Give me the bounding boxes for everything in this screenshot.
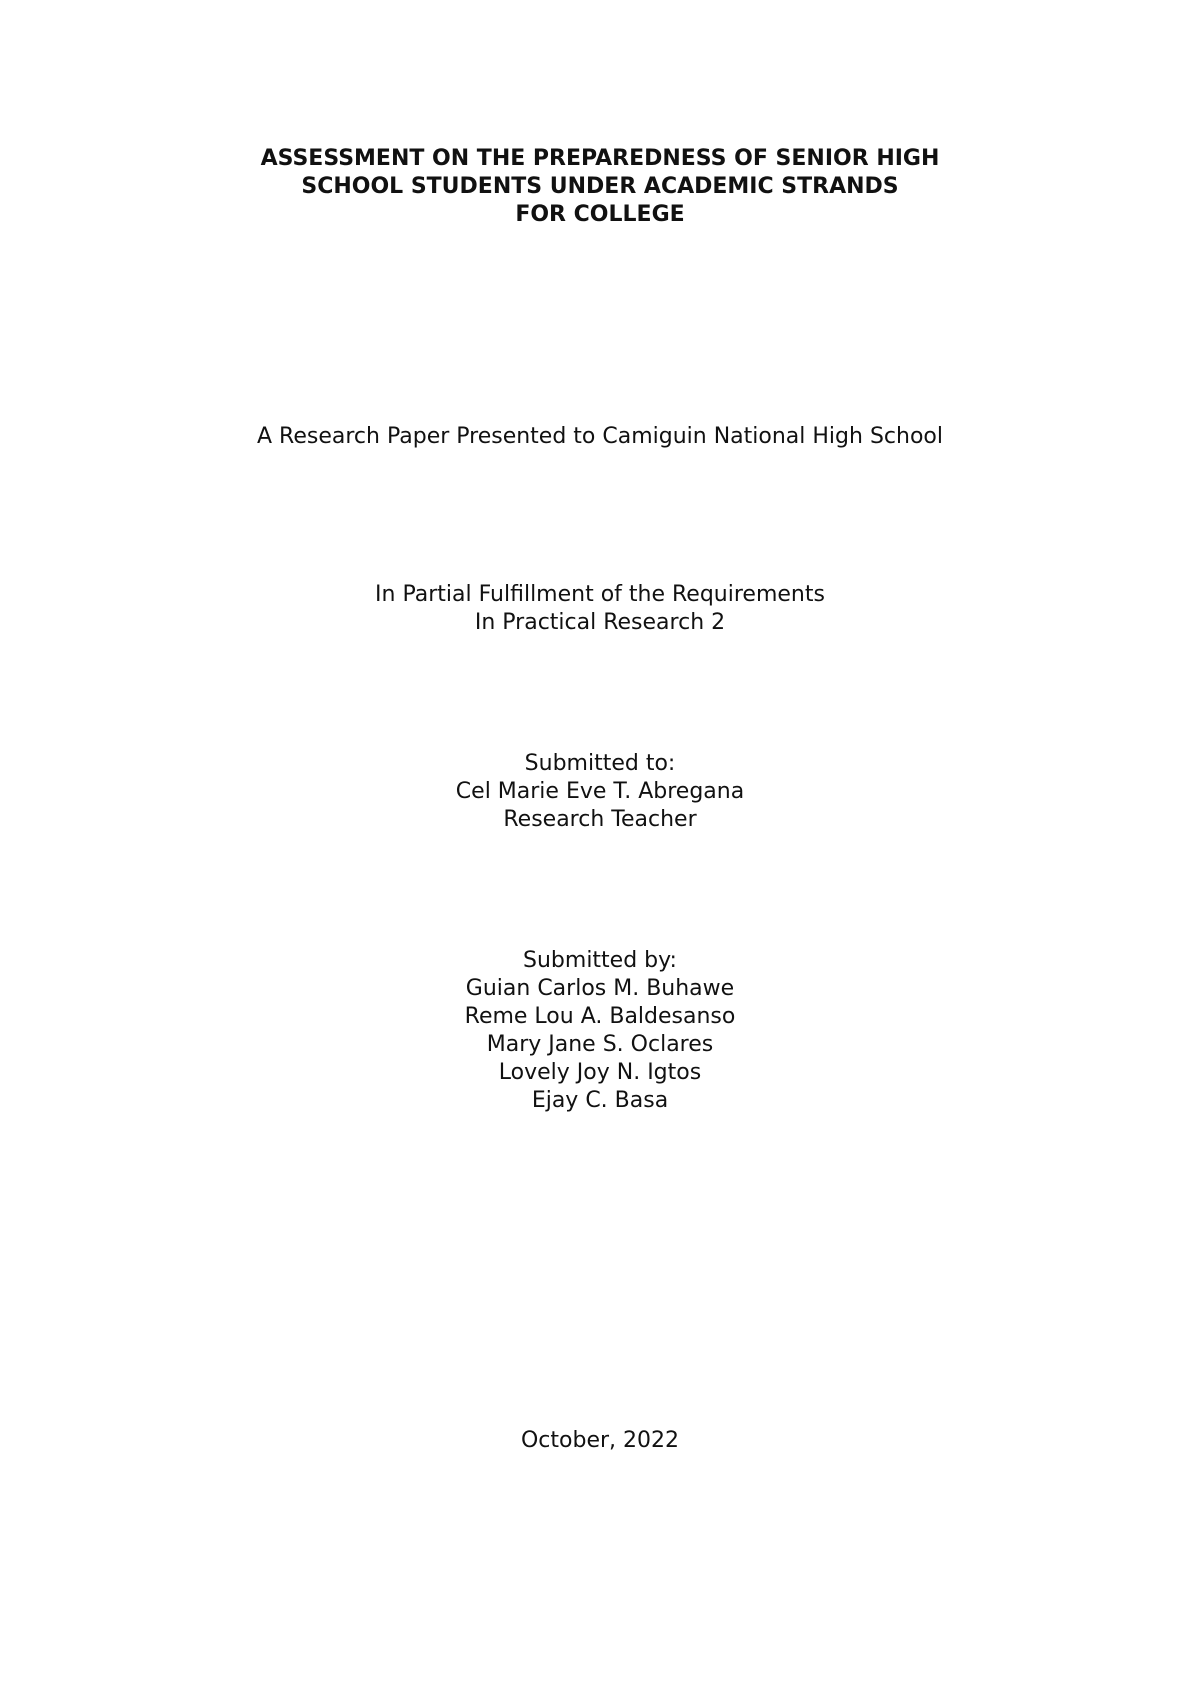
fulfillment-line: In Partial Fulfillment of the Requirements [375,582,825,607]
title-line: FOR COLLEGE [515,202,685,227]
submitted-to-label: Submitted to: [524,751,676,776]
submitted-by-section [0,947,1200,1115]
title-line: SCHOOL STUDENTS UNDER ACADEMIC STRANDS [301,174,899,199]
teacher-role: Research Teacher [503,807,697,832]
submitted-to-section [0,750,1200,834]
fulfillment-statement [0,581,1200,637]
author-name: Lovely Joy N. Igtos [498,1060,702,1085]
presentation-statement [0,423,1200,451]
author-name: Reme Lou A. Baldesanso [464,1004,736,1029]
author-name: Guian Carlos M. Buhawe [465,976,735,1001]
author-name: Mary Jane S. Oclares [486,1032,714,1057]
author-name: Ejay C. Basa [531,1088,669,1113]
presented-to-text: A Research Paper Presented to Camiguin National High School [257,424,943,449]
submitted-by-label: Submitted by: [523,948,677,973]
submission-date [0,1427,1200,1455]
fulfillment-line: In Practical Research 2 [474,610,726,635]
paper-title [0,145,1200,229]
date-text: October, 2022 [520,1428,680,1453]
title-line: ASSESSMENT ON THE PREPAREDNESS OF SENIOR HIGH [260,146,940,171]
teacher-name: Cel Marie Eve T. Abregana [455,779,745,804]
